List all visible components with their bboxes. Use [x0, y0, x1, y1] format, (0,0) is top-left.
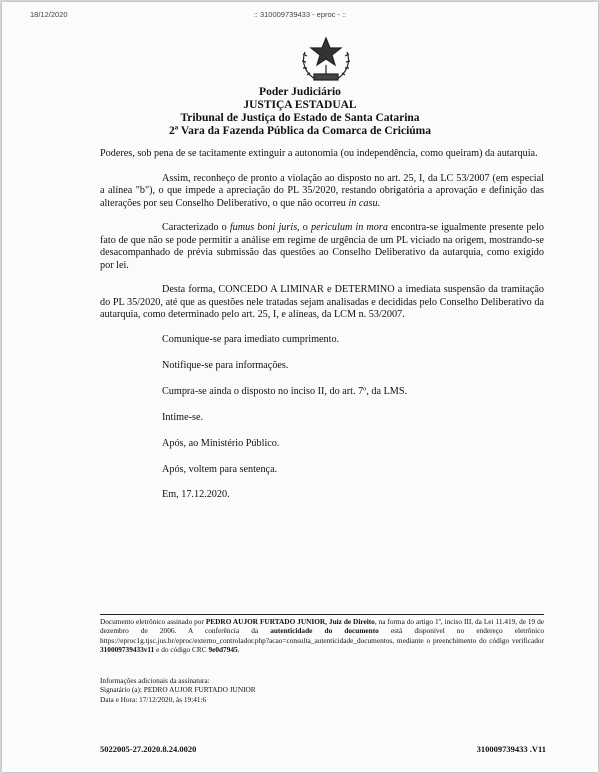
signature-footer: [100, 617, 544, 663]
paragraph-2: [100, 173, 544, 210]
p3-b: , o: [297, 222, 311, 234]
print-date: 18/12/2020: [30, 10, 68, 19]
print-title: :: 310009739433 - eproc - ::: [253, 10, 347, 19]
signature-additional-info: [100, 676, 544, 704]
signature-statement: [100, 617, 544, 655]
p3-fumus: fumus boni juris: [229, 222, 298, 234]
order-sentence: Após, voltem para sentença.: [162, 463, 278, 475]
header-line-1: Poder Judiciário: [259, 86, 341, 98]
header-line-2: JUSTIÇA ESTADUAL: [243, 99, 357, 111]
order-ministry: Após, ao Ministério Público.: [162, 437, 280, 449]
paragraph-3: [100, 222, 544, 272]
decision-body: [100, 148, 544, 515]
header-line-3: Tribunal de Justiça do Estado de Santa Catarina: [180, 112, 420, 124]
sig-text-c: , na forma do artigo 1º, inciso III, da Lei 11.419, de 19 de dezembro de 2006. A conferência da: [100, 617, 545, 636]
header-line-4: 2ª Vara da Fazenda Pública da Comarca de Criciúma: [169, 125, 431, 137]
order-communicate: Comunique-se para imediato cumprimento.: [162, 334, 340, 346]
p2-end: .: [377, 197, 381, 209]
p2-italic: in casu: [348, 197, 378, 209]
authenticity-label: autenticidade do documento: [270, 626, 379, 636]
additional-info-title: Informações adicionais da assinatura:: [100, 676, 210, 685]
document-page: [2, 2, 598, 772]
crc-code: 9e0d7945: [208, 645, 238, 655]
court-header: [2, 86, 598, 138]
footer-divider: [100, 614, 544, 615]
p2-text: Assim, reconheço de pronto a violação ao disposto no art. 25, I, da LC 53/2007 (em especial a alínea "b"), o que impede a apreciação do PL 35/2020, restando obrigatória a aprovação e definição das alterações por seu Conselho Deliberativo, o que não ocorreu: [100, 172, 544, 209]
paragraph-1: Poderes, sob pena de se tacitamente extinguir a autonomia (ou independência, como queiram) da autarquia.: [100, 148, 538, 159]
p3-periculum: periculum in mora: [311, 222, 388, 234]
order-comply: Cumpra-se ainda o disposto no inciso II, do art. 7º, da LMS.: [162, 385, 408, 397]
process-number: 5022005-27.2020.8.24.0020: [100, 744, 197, 754]
sig-text-e: está disponível no endereço eletrônico https://eproc1g.tjsc.jus.br/eproc/externo_controlador.php?acao=consulta_autenticidade_documentos, mediante o preenchimento do código verificador: [100, 626, 544, 645]
sig-text-a: Documento eletrônico assinado por: [100, 617, 206, 626]
decision-date: Em, 17.12.2020.: [162, 489, 230, 501]
sig-text-g: e do código CRC: [154, 645, 209, 655]
document-version-code: 310009739433 .V11: [476, 744, 546, 754]
document-footer-ids: [100, 744, 546, 754]
order-notify: Notifique-se para informações.: [162, 359, 289, 371]
p3-c: encontra-se igualmente presente pelo fato de que não se pode permitir a análise em regime de urgência de um PL viciado na origem, mostrando-se desacompanhado de prévia submissão das questões ao Conselho Deliberativo da autarquia, como exigido por lei.: [100, 222, 544, 271]
verifier-code: 310009739433v11: [100, 645, 155, 655]
state-coat-of-arms-icon: [297, 34, 355, 84]
print-header: [2, 10, 598, 24]
sig-text-i: .: [237, 645, 240, 655]
paragraph-4: Desta forma, CONCEDO A LIMINAR e DETERMINO a imediata suspensão da tramitação do PL 35/2020, até que as questões nele tratadas sejam analisadas e decididas pelo Conselho Deliberativo da autarquia, como determinado pelo art. 25, I, e alíneas, da LCM n. 53/2007.: [100, 284, 544, 321]
p3-a: Caracterizado o: [162, 222, 230, 234]
order-intime: Intime-se.: [162, 411, 204, 423]
signer-name: PEDRO AUJOR FURTADO JUNIOR, Juiz de Direito: [205, 617, 375, 626]
signatory: Signatário (a): PEDRO AUJOR FURTADO JUNIOR: [100, 685, 256, 695]
signature-datetime: Data e Hora: 17/12/2020, às 19:41:6: [100, 694, 207, 704]
